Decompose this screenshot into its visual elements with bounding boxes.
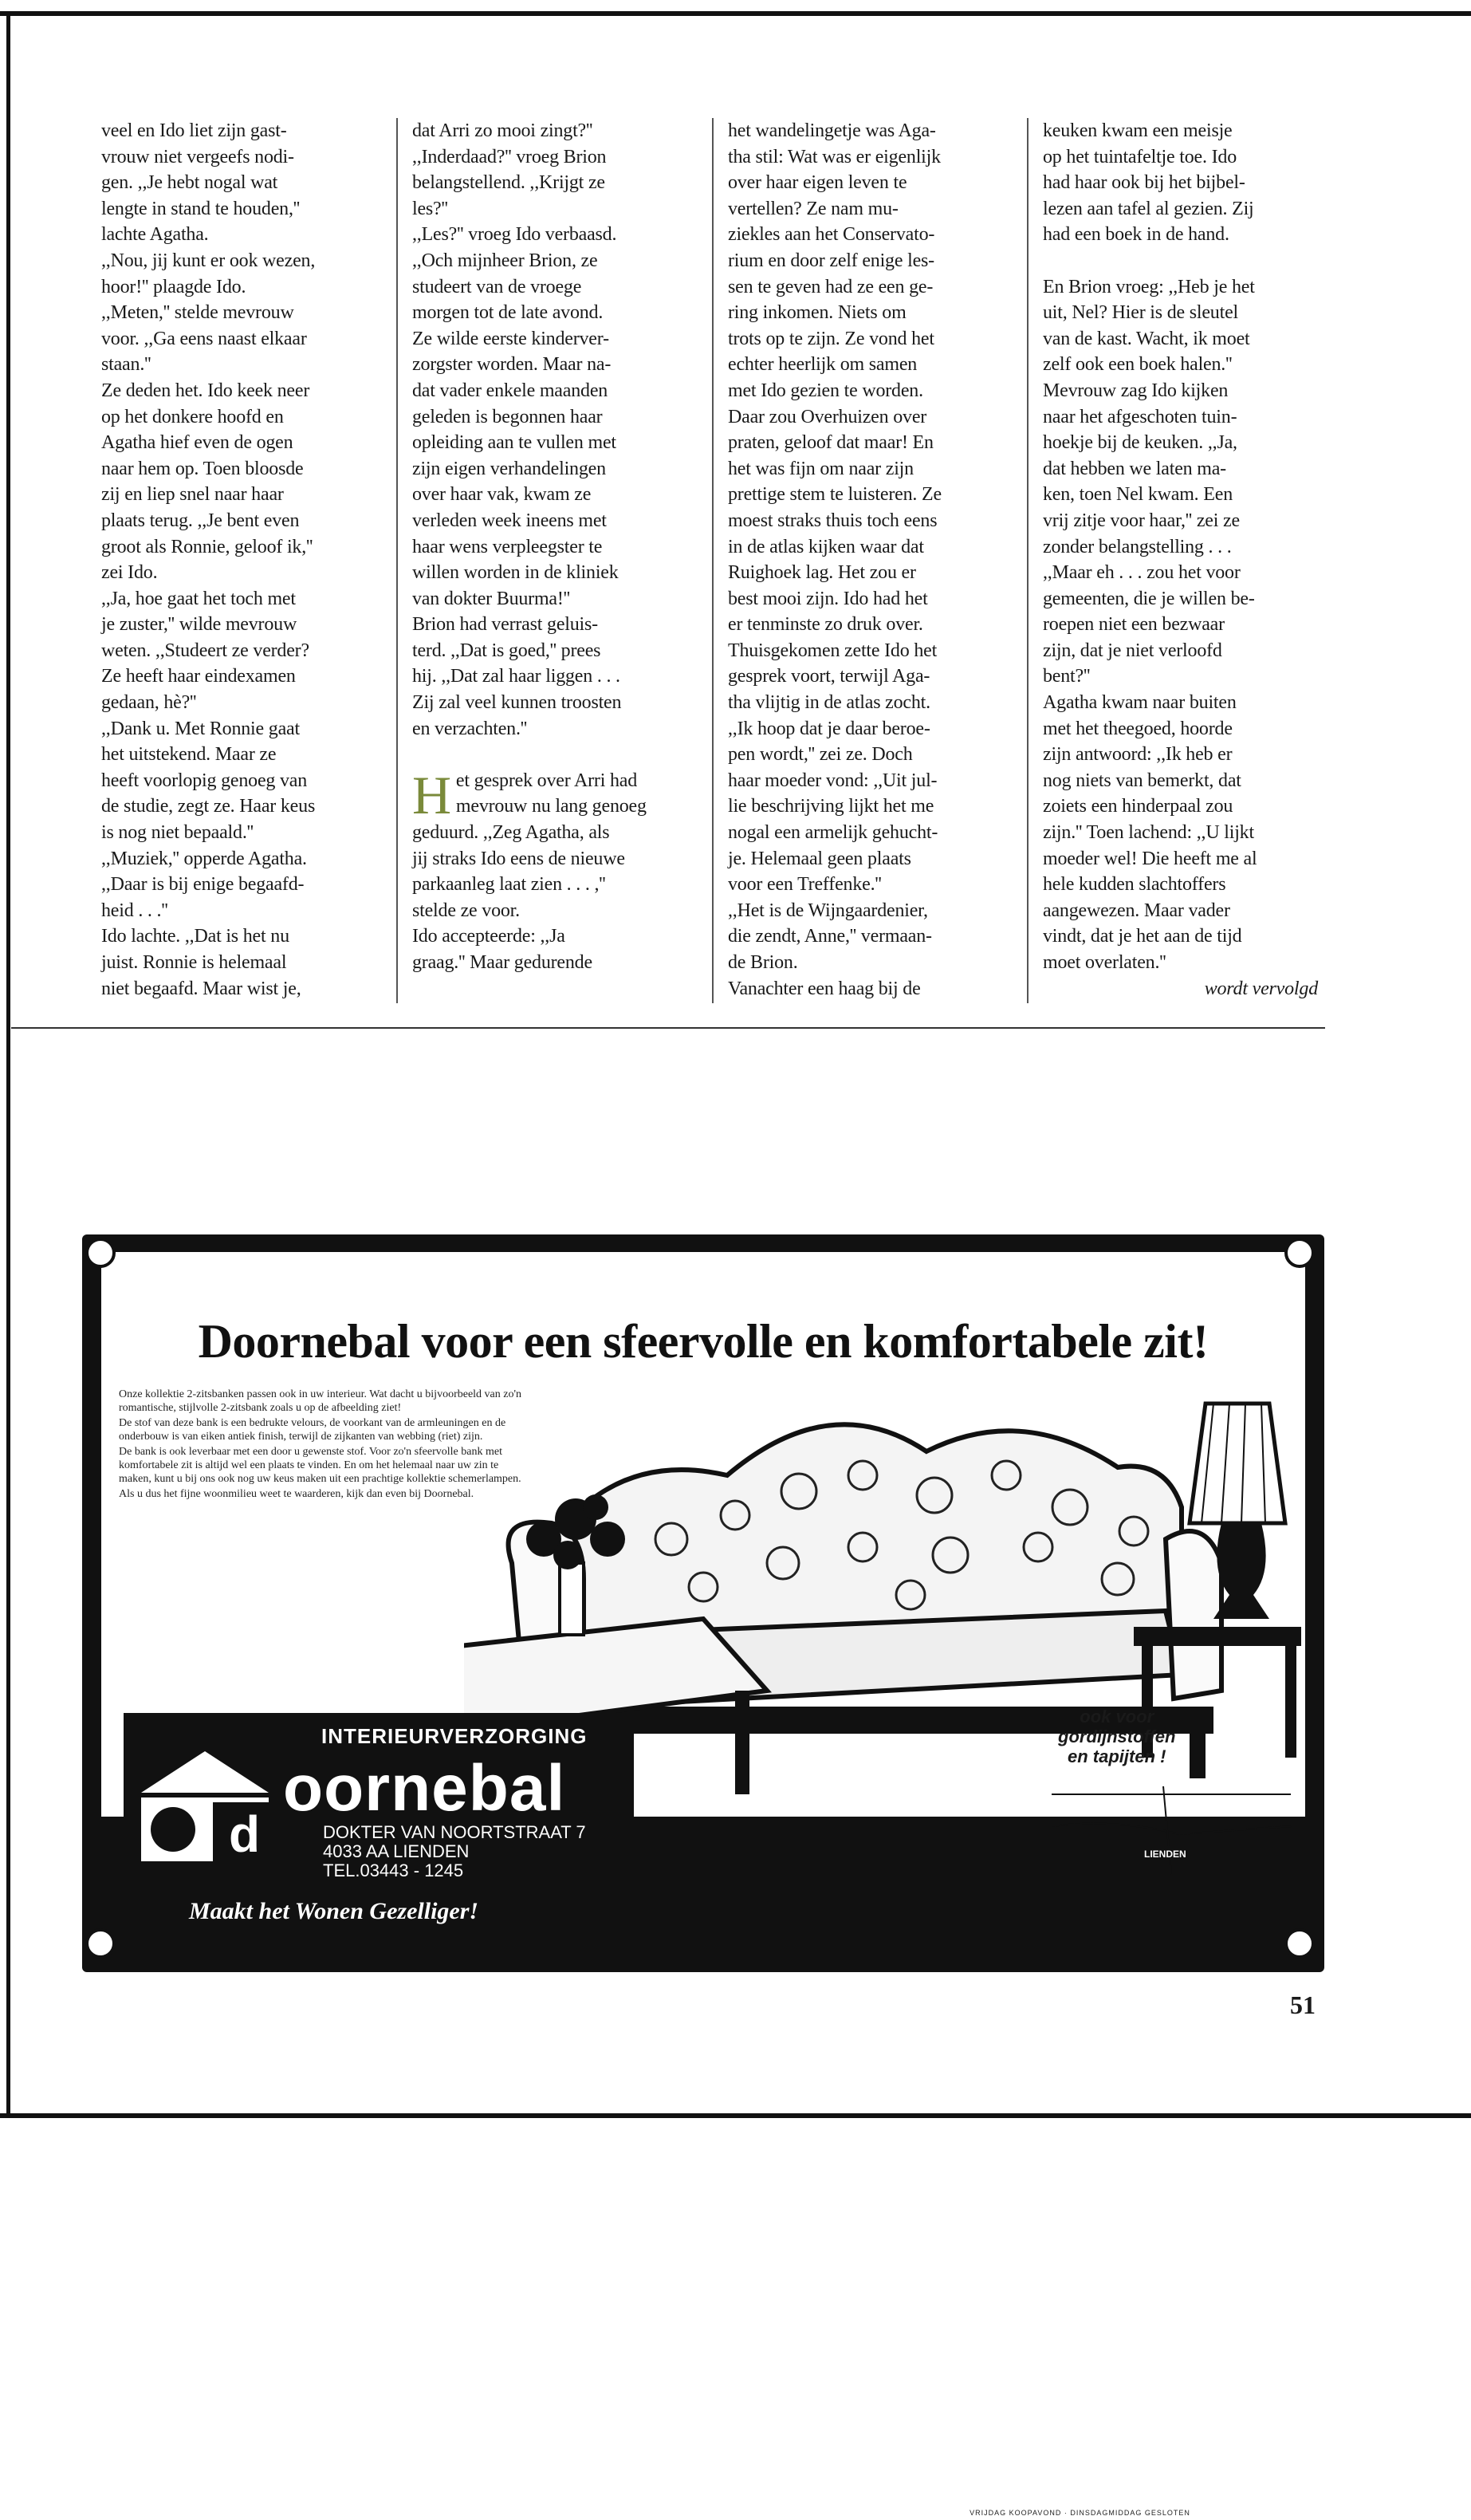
column-2-text-a: dat Arri zo mooi zingt?'' ,,Inderdaad?'' vroeg Brion belangstellend. ,,Krijgt ze les?'' ,,Les?'' vroeg Ido verbaasd. ,,Och mijnheer Brion, ze studeert van de vroege morgen tot de late avond. Ze wilde eerste kinderver- zorgster worden. Maar na- dat vader enkele maanden geleden is begonnen haar opleiding aan te vullen met zijn eigen verhandelingen over haar vak, kwam ze verleden week ineens met haar wens verpleegster te willen worden in de kliniek van dokter Buurma!'' Brion had verrast geluis- terd. ,,Dat is goed,'' prees hij. ,,Dat zal haar liggen . . . Zij zal veel kunnen troosten en verzachten.'' bbox=[412, 120, 622, 739]
page-border-top bbox=[0, 11, 1471, 16]
story-column-2 bbox=[412, 118, 687, 976]
doornebal-logo bbox=[124, 1713, 634, 1880]
column-2-text-b: et gesprek over Arri had mevrouw nu lang genoeg geduurd. ,,Zeg Agatha, als jij straks Ido eens de nieuwe parkaanleg laat zien . . . ,'' stelde ze voor. Ido accepteerde: ,,Ja graag.'' Maar gedurende bbox=[412, 770, 647, 973]
drop-cap: H bbox=[412, 764, 451, 825]
column-rule bbox=[712, 118, 714, 1003]
corner-rivet bbox=[1284, 1928, 1315, 1959]
corner-rivet bbox=[85, 1928, 116, 1959]
page-border-bottom bbox=[0, 2113, 1471, 2118]
ad-extra-note: ook voor gordijnstoffen en tapijten ! bbox=[1058, 1707, 1176, 1766]
corner-rivet bbox=[1284, 1238, 1315, 1268]
column-rule bbox=[396, 118, 398, 1003]
logo-house-icon bbox=[133, 1745, 277, 1864]
logo-letter: d bbox=[229, 1805, 261, 1863]
column-4-text: keuken kwam een meisje op het tuintafeltje toe. Ido had haar ook bij het bijbel- lezen aan tafel al gezien. Zij had een boek in de hand. En Brion vroeg: ,,Heb je het uit, Nel? Hier is de sleutel van de kast. Wacht, ik moet zelf ook een boek halen.'' Mevrouw zag Ido kijken naar het afgeschoten tuin- hoekje bij de keuken. ,,Ja, dat hebben we laten ma- ken, toen Nel kwam. Een vrij zitje voor haar,'' zei ze zonder belangstelling . . . ,,Maar eh . . . zou het voor gemeenten, die je willen be- roepen niet een bezwaar zijn, dat je niet verloofd bent?'' Agatha kwam naar buiten met het theegoed, hoorde zijn antwoord: ,,Ik heb er nog niets van bemerkt, dat zoiets een hinderpaal zou zijn.'' Toen lachend: ,,U lijkt moeder wel! Die heeft me al hele kudden slachtoffers aangewezen. Maar vader vindt, dat je het aan de tijd moet overlaten.'' bbox=[1043, 120, 1257, 973]
corner-rivet bbox=[85, 1238, 116, 1268]
story-divider bbox=[11, 1027, 1325, 1029]
ad-paragraph: Onze kollektie 2-zitsbanken passen ook in uw interieur. Wat dacht u bijvoorbeeld van zo'n romantische, stijlvolle 2-zitsbank zoals u op de afbeelding ziet! bbox=[119, 1388, 521, 1414]
ad-slogan: Maakt het Wonen Gezelliger! bbox=[189, 1898, 479, 1924]
page-number: 51 bbox=[1290, 1990, 1316, 2019]
story-column-4 bbox=[1043, 118, 1318, 1002]
ad-headline: Doornebal voor een sfeervolle en komfortabele zit! bbox=[198, 1315, 1209, 1368]
logo-name: oornebal bbox=[283, 1752, 566, 1825]
route-map bbox=[1052, 1778, 1299, 1882]
continued-note: wordt vervolgd bbox=[1204, 978, 1318, 999]
ad-paragraph: Als u dus het fijne woonmilieu weet te waarderen, kijk dan even bij Doornebal. bbox=[119, 1488, 474, 1500]
ad-paragraph: De bank is ook leverbaar met een door u gewenste stof. Voor zo'n sfeervolle bank met komfortabele zit is altijd wel een plaats te vinden. En om het helemaal naar uw zin te maken, kunt u bij ons ook nog uw keus maken uit een prachtige kollektie schemerlampen. bbox=[119, 1446, 521, 1485]
logo-title: INTERIEURVERZORGING bbox=[321, 1724, 588, 1748]
page-border-left bbox=[6, 11, 10, 2116]
map-town-label: LIENDEN bbox=[1144, 1849, 1186, 1860]
opening-hours: VRIJDAG KOOPAVOND · DINSDAGMIDDAG GESLOTEN bbox=[926, 2506, 1233, 2520]
story-column-1: veel en Ido liet zijn gast- vrouw niet vergeefs nodi- gen. ,,Je hebt nogal wat lengte in stand te houden,'' lachte Agatha. ,,Nou, jij kunt er ook wezen, hoor!'' plaagde Ido. ,,Meten,'' stelde mevrouw voor. ,,Ga eens naast elkaar staan.'' Ze deden het. Ido keek neer op het donkere hoofd en Agatha hief even de ogen naar hem op. Toen bloosde zij en liep snel naar haar plaats terug. ,,Je bent even groot als Ronnie, geloof ik,'' zei Ido. ,,Ja, hoe gaat het toch met je zuster,'' wilde mevrouw weten. ,,Studeert ze verder? Ze heeft haar eindexamen gedaan, hè?'' ,,Dank u. Met Ronnie gaat het uitstekend. Maar ze heeft voorlopig genoeg van de studie, zegt ze. Haar keus is nog niet bepaald.'' ,,Muziek,'' opperde Agatha. ,,Daar is bij enige begaafd- heid . . .'' Ido lachte. ,,Dat is het nu juist. Ronnie is helemaal niet begaafd. Maar wist je, bbox=[101, 120, 316, 999]
ad-paragraph: De stof van deze bank is een bedrukte velours, de voorkant van de armleuningen en de onderbouw is van eiken antiek finish, terwijl de zijkanten van webbing (riet) zijn. bbox=[119, 1417, 506, 1443]
store-address: DOKTER VAN NOORTSTRAAT 7 4033 AA LIENDEN TEL.03443 - 1245 bbox=[323, 1822, 586, 1880]
story-columns bbox=[80, 118, 1324, 1003]
column-rule bbox=[1027, 118, 1029, 1003]
story-column-3: het wandelingetje was Aga- tha stil: Wat was er eigenlijk over haar eigen leven te vertellen? Ze nam mu- ziekles aan het Conservato- rium en door zelf enige les- sen te geven had ze een ge- ring inkomen. Niets om trots op te zijn. Ze vond het echter heerlijk om samen met Ido gezien te worden. Daar zou Overhuizen over praten, geloof dat maar! En het was fijn om naar zijn prettige stem te luisteren. Ze moest straks thuis toch eens in de atlas kijken waar dat Ruighoek lag. Het zou er best mooi zijn. Ido had het er tenminste zo druk over. Thuisgekomen zette Ido het gesprek voort, terwijl Aga- tha vlijtig in de atlas zocht. ,,Ik hoop dat je daar beroe- pen wordt,'' zei ze. Doch haar moeder vond: ,,Uit jul- lie beschrijving lijkt het me nogal een armelijk gehucht- je. Helemaal geen plaats voor een Treffenke.'' ,,Het is de Wijngaardenier, die zendt, Anne,'' vermaan- de Brion. Vanachter een haag bij de bbox=[728, 120, 942, 999]
